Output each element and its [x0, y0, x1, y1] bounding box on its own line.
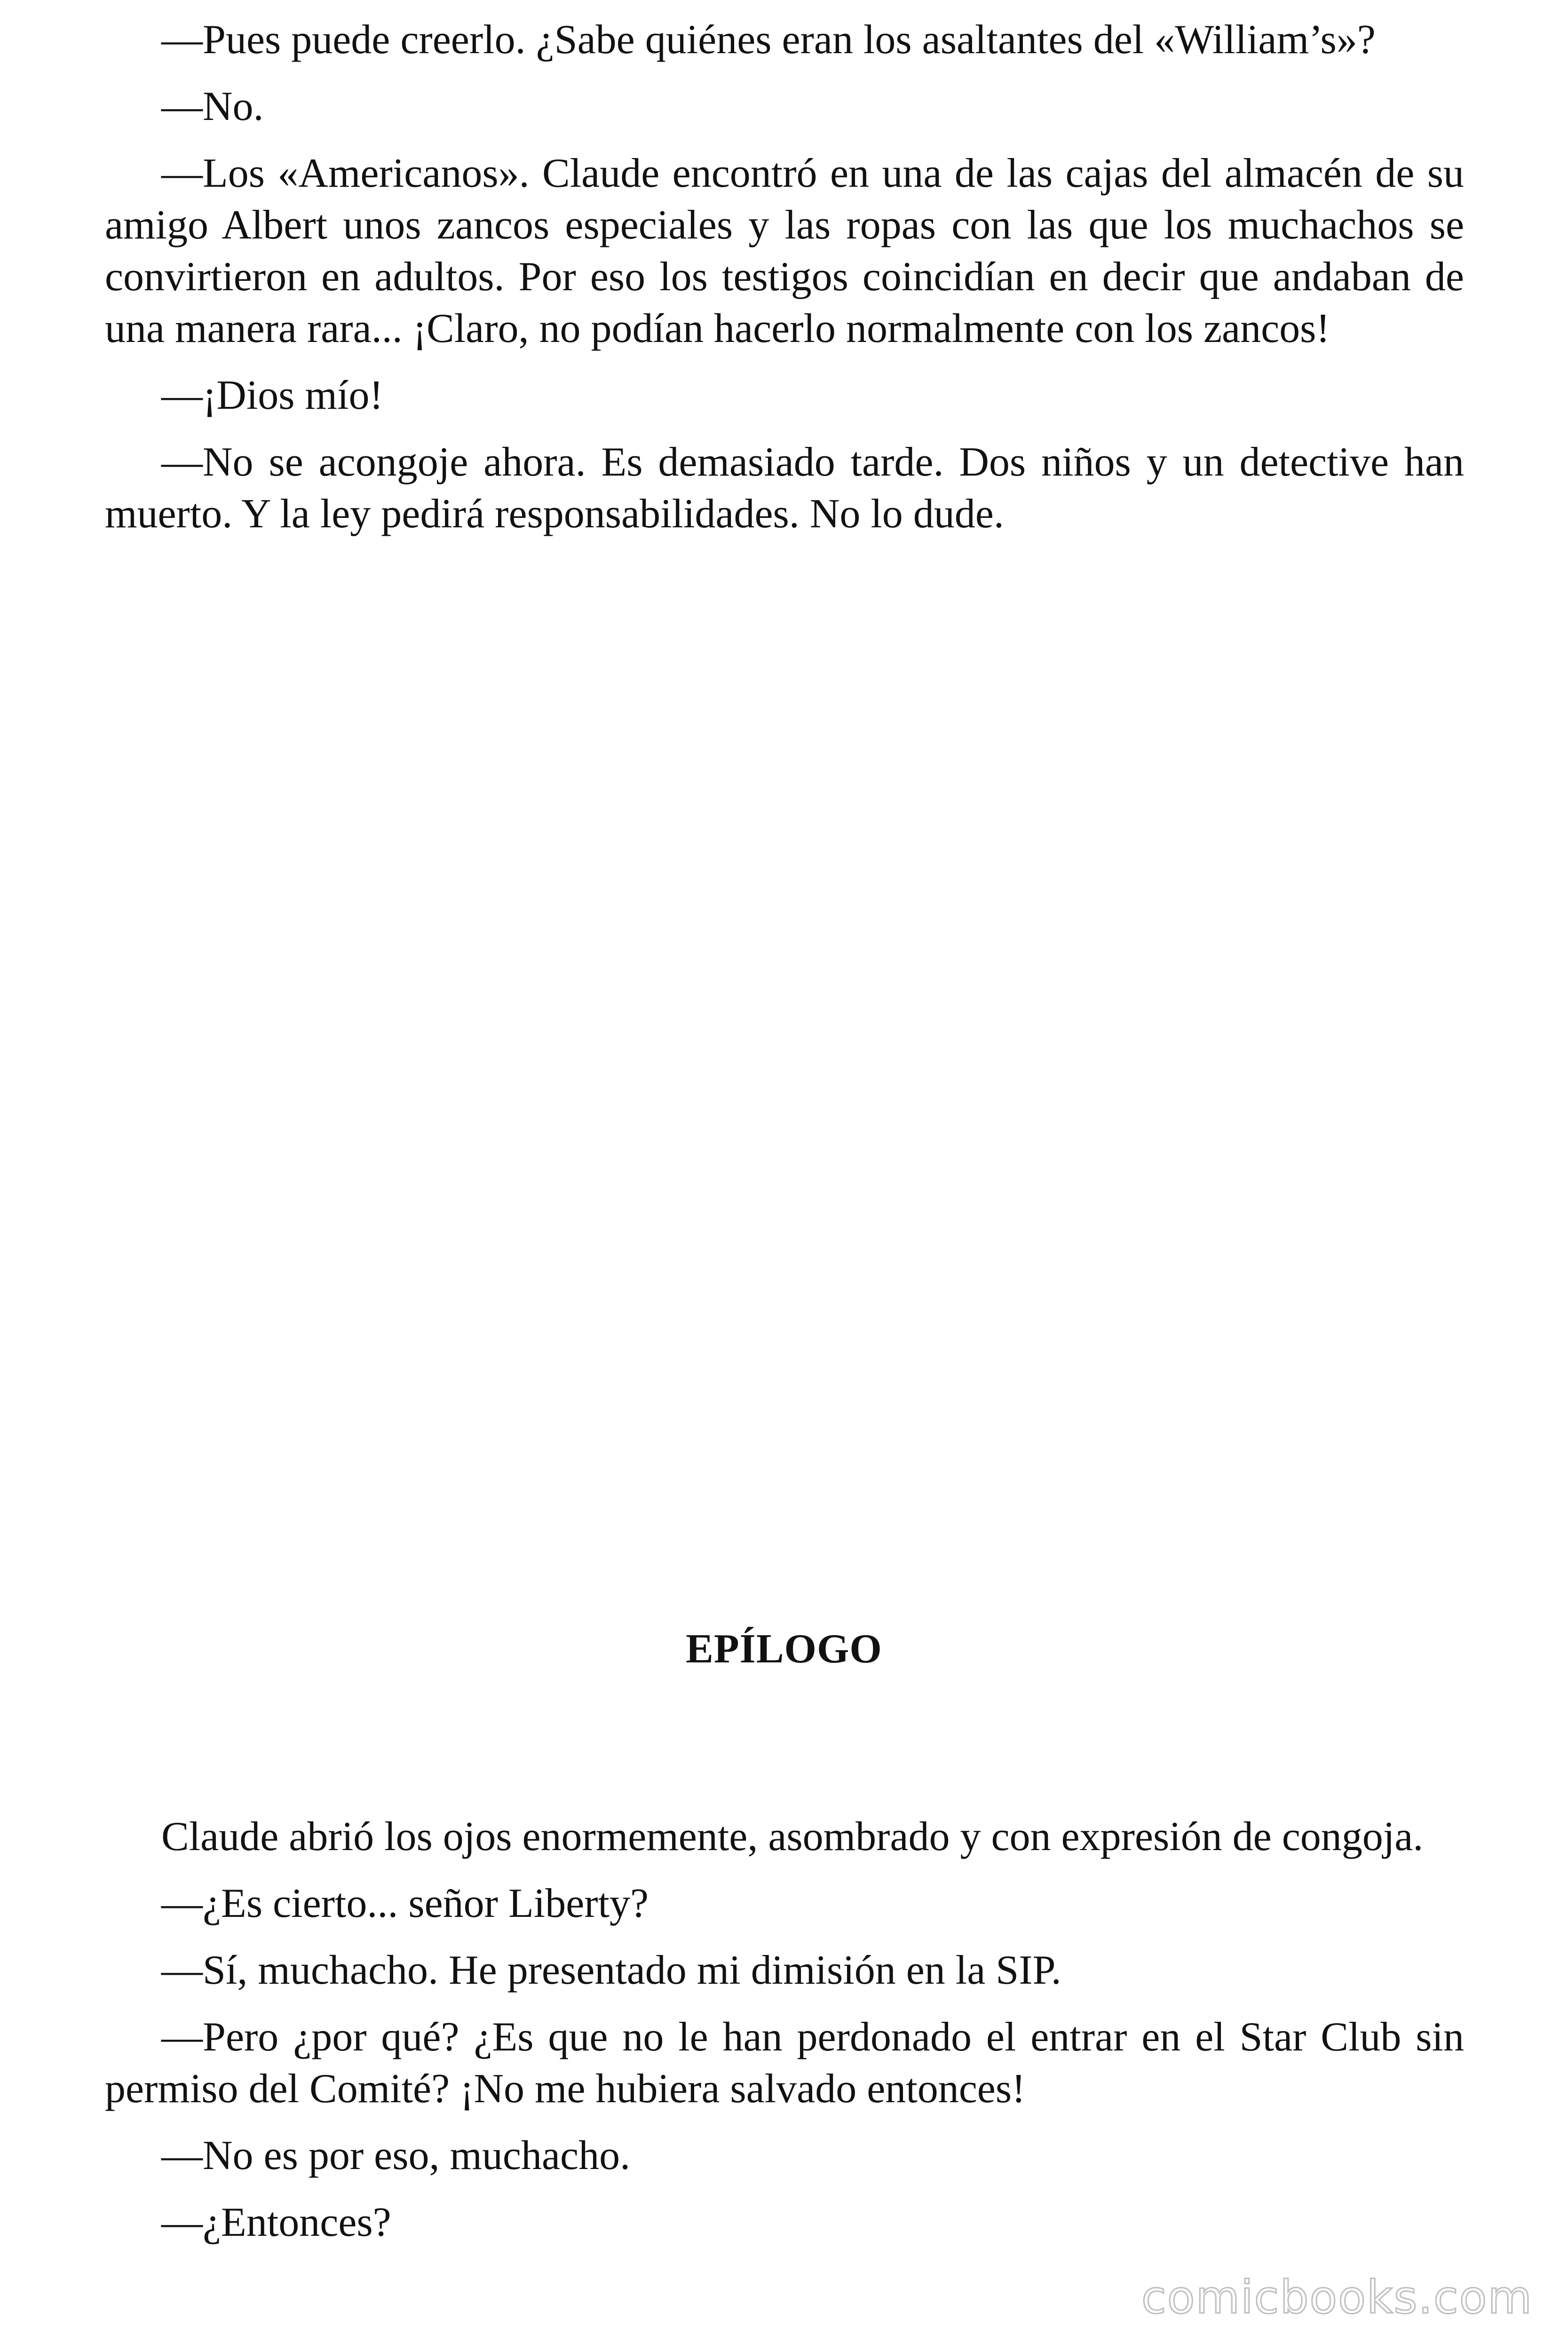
paragraph: —No.: [161, 84, 264, 129]
bottom-text-block: [105, 1811, 1464, 2264]
top-text-block: [105, 14, 1464, 555]
paragraph: —Pues puede creerlo. ¿Sabe quiénes eran los asaltantes del «William’s»?: [161, 17, 1376, 63]
paragraph: —Sí, muchacho. He presentado mi dimisión en la SIP.: [161, 1947, 1061, 1993]
paragraph: —Pero ¿por qué? ¿Es que no le han perdonado el entrar en el Star Club sin permiso del Comité? ¡No me hubiera salvado entonces!: [105, 2014, 1464, 2112]
section-heading: EPÍLOGO: [686, 1626, 882, 1672]
paragraph: —¿Es cierto... señor Liberty?: [161, 1881, 649, 1926]
paragraph: —No se acongoje ahora. Es demasiado tarde. Dos niños y un detective han muerto. Y la ley pedirá responsabilidades. No lo dude.: [105, 439, 1464, 537]
paragraph: —No es por eso, muchacho.: [161, 2133, 631, 2178]
paragraph: Claude abrió los ojos enormemente, asombrado y con expresión de congoja.: [161, 1814, 1424, 1859]
paragraph: —¿Entonces?: [161, 2200, 391, 2245]
watermark-logo: comicbooks.com: [1141, 2271, 1533, 2324]
paragraph: —Los «Americanos». Claude encontró en una de las cajas del almacén de su amigo Albert unos zancos especiales y las ropas con las que los muchachos se convirtieron en adultos. Por eso los testigos coincidían en decir que andaban de una manera rara... ¡Claro, no podían hacerlo normalmente con los zancos!: [105, 151, 1464, 351]
paragraph: —¡Dios mío!: [161, 373, 383, 418]
